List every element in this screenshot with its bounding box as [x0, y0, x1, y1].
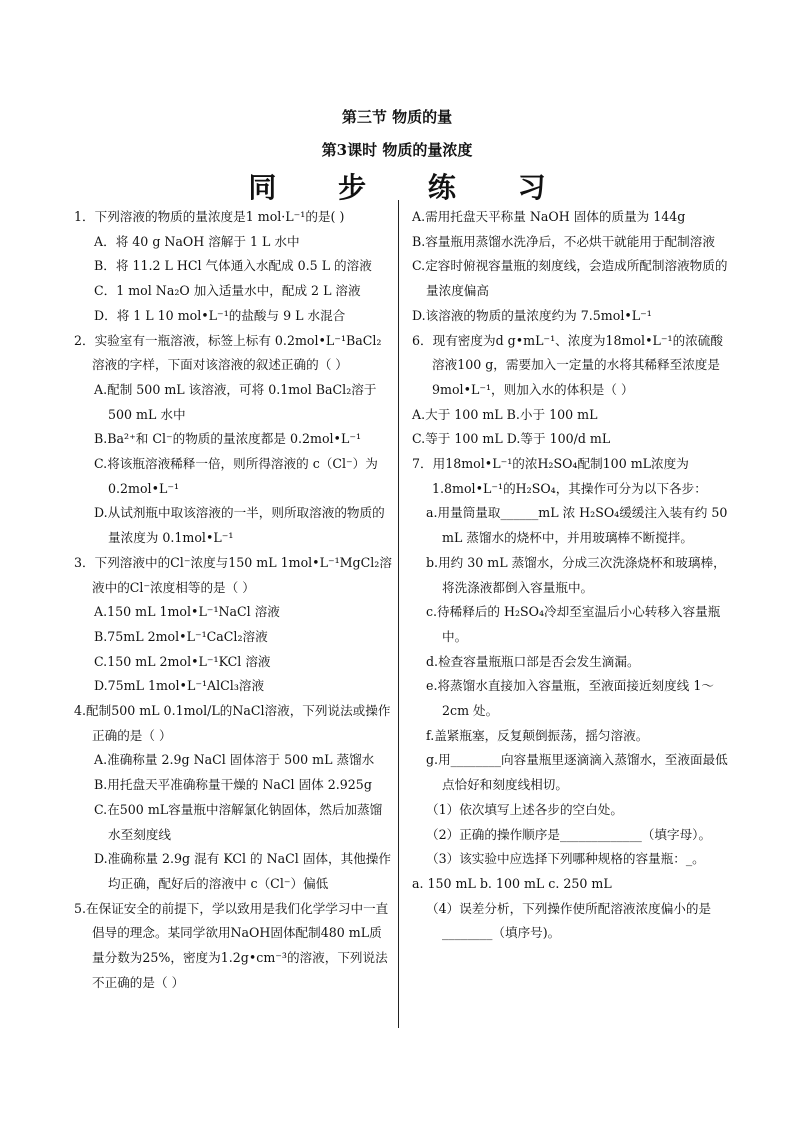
q7-step-e: e.将蒸馏水直接加入容量瓶，至液面接近刻度线 1～2cm 处。 — [426, 678, 714, 719]
question-1: 1．下列溶液的物质的量浓度是1 mol·L⁻¹的是( ) — [74, 209, 345, 224]
left-column — [74, 205, 392, 996]
q2-option-a: A.配制 500 mL 该溶液，可将 0.1mol BaCl₂溶于 500 mL 水中 — [94, 381, 377, 422]
exercise-heading: 同 步 练 习 — [248, 171, 572, 204]
q7-step-a: a.用量筒量取______mL 浓 H₂SO₄缓缓注入装有约 50 mL 蒸馏水的烧杯中，并用玻璃棒不断搅拌。 — [426, 505, 728, 546]
question-5: 5.在保证安全的前提下，学以致用是我们化学学习中一直倡导的理念。某同学欲用NaOH固体配制480 mL质量分数为25%，密度为1.2g•cm⁻³的溶液，下列说法不正确的是（ ） — [74, 900, 389, 990]
q2-option-d: D.从试剂瓶中取该溶液的一半，则所取溶液的物质的量浓度为 0.1mol•L⁻¹ — [94, 505, 385, 546]
q3-option-c: C.150 mL 2mol•L⁻¹KCl 溶液 — [94, 653, 271, 669]
q7-step-d: d.检查容量瓶瓶口部是否会发生滴漏。 — [426, 653, 640, 669]
right-column — [412, 205, 730, 946]
q3-option-a: A.150 mL 1mol•L⁻¹NaCl 溶液 — [94, 604, 280, 620]
q4-option-c: C.在500 mL容量瓶中溶解氯化钠固体，然后加蒸馏水至刻度线 — [94, 801, 383, 842]
q7-step-g: g.用________向容量瓶里逐滴滴入蒸馏水，至液面最低点恰好和刻度线相切。 — [426, 752, 728, 793]
q6-options-ab: A.大于 100 mL B.小于 100 mL — [412, 406, 598, 422]
q5-option-c: C.定容时俯视容量瓶的刻度线，会造成所配制溶液物质的量浓度偏高 — [412, 258, 728, 299]
q3-option-d: D.75mL 1mol•L⁻¹AlCl₃溶液 — [94, 678, 265, 694]
q5-option-d: D.该溶液的物质的量浓度约为 7.5mol•L⁻¹ — [412, 307, 652, 323]
q2-option-c: C.将该瓶溶液稀释一倍，则所得溶液的 c（Cl⁻）为 0.2mol•L⁻¹ — [94, 456, 378, 496]
q7-step-b: b.用约 30 mL 蒸馏水，分成三次洗涤烧杯和玻璃棒，将洗涤液都倒入容量瓶中。 — [426, 554, 726, 595]
q4-option-a: A.准确称量 2.9g NaCl 固体溶于 500 mL 蒸馏水 — [94, 752, 375, 768]
q5-option-b: B.容量瓶用蒸馏水洗净后，不必烘干就能用于配制溶液 — [412, 233, 715, 249]
question-3: 3．下列溶液中的Cl⁻浓度与150 mL 1mol•L⁻¹MgCl₂溶液中的Cl⁻浓度相等的是（ ） — [74, 554, 392, 595]
q6-options-cd: C.等于 100 mL D.等于 100/d mL — [412, 431, 611, 447]
q7-part-4: （4）误差分析，下列操作使所配溶液浓度偏小的是________（填序号)。 — [426, 900, 712, 941]
column-divider — [398, 200, 399, 1028]
q1-option-c: C．1 mol Na₂O 加入适量水中，配成 2 L 溶液 — [94, 283, 361, 299]
q4-option-d: D.准确称量 2.9g 混有 KCl 的 NaCl 固体，其他操作均正确，配好后的溶液中 c（Cl⁻）偏低 — [94, 851, 391, 891]
section-title: 第三节 物质的量 — [341, 108, 453, 126]
q1-option-a: A．将 40 g NaOH 溶解于 1 L 水中 — [94, 233, 300, 249]
q7-part-1: （1）依次填写上述各步的空白处。 — [426, 801, 623, 817]
question-6: 6．现有密度为d g•mL⁻¹、浓度为18mol•L⁻¹的浓硫酸溶液100 g，需要加入一定量的水将其稀释至浓度是9mol•L⁻¹，则加入水的体积是（ ） — [412, 332, 723, 397]
q3-option-b: B.75mL 2mol•L⁻¹CaCl₂溶液 — [94, 628, 268, 644]
question-4: 4.配制500 mL 0.1mol/L的NaCl溶液，下列说法或操作正确的是（ ） — [74, 703, 391, 743]
q5-option-a: A.需用托盘天平称量 NaOH 固体的质量为 144g — [412, 209, 686, 224]
q7-step-c: c.待稀释后的 H₂SO₄冷却至室温后小心转移入容量瓶中。 — [426, 604, 721, 644]
q1-option-d: D．将 1 L 10 mol•L⁻¹的盐酸与 9 L 水混合 — [94, 307, 346, 323]
lesson-title: 第3课时 物质的量浓度 — [321, 141, 473, 159]
q4-option-b: B.用托盘天平准确称量干燥的 NaCl 固体 2.925g — [94, 777, 372, 793]
question-2: 2．实验室有一瓶溶液，标签上标有 0.2mol•L⁻¹BaCl₂溶液的字样，下面对该溶液的叙述正确的（ ） — [74, 332, 382, 373]
q7-part-2: （2）正确的操作顺序是_____________（填字母）。 — [426, 826, 712, 842]
q2-option-b: B.Ba²⁺和 Cl⁻的物质的量浓度都是 0.2mol•L⁻¹ — [94, 431, 362, 447]
q7-part-3: （3）该实验中应选择下列哪种规格的容量瓶：_。 — [426, 851, 705, 867]
q7-part-3-options: a. 150 mL b. 100 mL c. 250 mL — [412, 875, 612, 891]
question-7: 7．用18mol•L⁻¹的浓H₂SO₄配制100 mL浓度为 1.8mol•L⁻¹的H₂SO₄，其操作可分为以下各步： — [412, 456, 707, 496]
q1-option-b: B．将 11.2 L HCl 气体通入水配成 0.5 L 的溶液 — [94, 258, 372, 274]
q7-step-f: f.盖紧瓶塞，反复颠倒振荡，摇匀溶液。 — [426, 727, 649, 743]
